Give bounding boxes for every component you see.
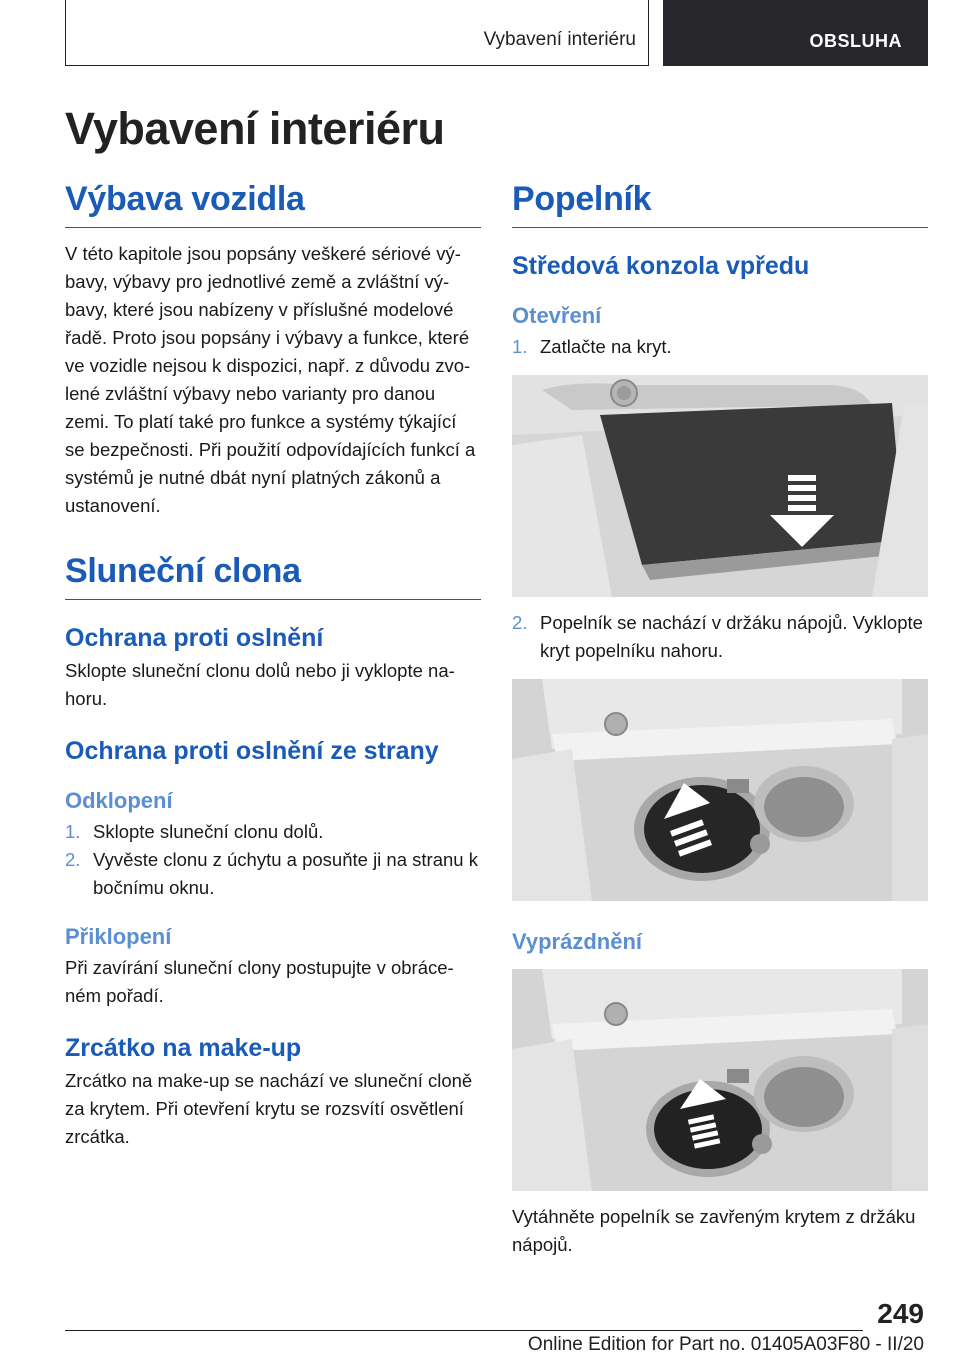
chapter-label: OBSLUHA	[809, 31, 902, 51]
glare-text: Sklopte sluneční clonu dolů nebo ji vyklopte na-horu.	[65, 660, 455, 709]
side-glare-heading: Ochrana proti oslnění ze strany	[65, 737, 439, 765]
list-item	[512, 609, 928, 665]
section-tab	[65, 0, 649, 66]
ashtray-removal-photo	[512, 969, 928, 1191]
step-text: Popelník se nachází v držáku nápojů. Vyklopte kryt popelníku nahoru.	[540, 612, 923, 661]
step-number: 1.	[65, 821, 81, 842]
ashtray-removal-illustration	[512, 969, 928, 1191]
step-text: Sklopte sluneční clonu dolů.	[93, 821, 324, 842]
list-item	[65, 846, 481, 902]
open-steps	[512, 333, 928, 361]
cupholder-open-illustration	[512, 679, 928, 901]
sun-visor-heading: Sluneční clona	[65, 552, 481, 600]
open-heading: Otevření	[512, 303, 602, 328]
step-text: Zatlačte na kryt.	[540, 336, 672, 357]
footer-divider	[65, 1330, 863, 1331]
step-number: 1.	[512, 336, 528, 357]
equipment-heading: Výbava vozidla	[65, 180, 481, 228]
console-cover-illustration	[512, 375, 928, 597]
console-cover-photo	[512, 375, 928, 597]
list-item	[65, 818, 481, 846]
fold-in-heading: Přiklopení	[65, 924, 172, 949]
empty-heading: Vyprázdnění	[512, 929, 642, 954]
glare-heading: Ochrana proti oslnění	[65, 624, 324, 652]
cupholder-ashtray-photo	[512, 679, 928, 901]
equipment-text: V této kapitole jsou popsány veškeré sériové vý-bavy, výbavy pro jednotlivé země a zvláštní vý-bavy, které jsou nabízeny v příslušné modelové řadě. Proto jsou popsány i výbavy a funkce, které ve vozidle nejsou k dispozici, např. z důvodu zvo-lené zvláštní výbavy nebo varianty pro danou zemi. To platí také pro funkce a systémy týkající se bezpečnosti. Při použití odpovídajících funkcí a systémů je nutné dbát nyní platných zákonů a ustanovení.	[65, 243, 476, 516]
section-label: Vybavení interiéru	[483, 29, 636, 50]
left-column	[65, 180, 481, 1151]
open-steps-2	[512, 609, 928, 665]
step-text: Vyvěste clonu z úchytu a posuňte ji na stranu k bočnímu oknu.	[93, 849, 478, 898]
page-header	[65, 0, 928, 66]
step-number: 2.	[65, 849, 81, 870]
page-title: Vybavení interiéru	[65, 103, 445, 154]
mirror-heading: Zrcátko na make-up	[65, 1034, 302, 1062]
page-number: 249	[877, 1298, 924, 1329]
empty-text: Vytáhněte popelník se zavřeným krytem z držáku nápojů.	[512, 1206, 916, 1255]
console-heading: Středová konzola vpředu	[512, 252, 810, 280]
right-column	[512, 180, 928, 1259]
mirror-text: Zrcátko na make-up se nachází ve sluneční cloně za krytem. Při otevření krytu se rozsvítí osvětlení zrcátka.	[65, 1070, 473, 1147]
edition-note: Online Edition for Part no. 01405A03F80 - II/20	[527, 1334, 924, 1355]
list-item	[512, 333, 928, 361]
chapter-tab	[663, 0, 928, 66]
ashtray-heading: Popelník	[512, 180, 928, 228]
step-number: 2.	[512, 612, 528, 633]
fold-out-steps	[65, 818, 481, 902]
fold-in-text: Při zavírání sluneční clony postupujte v obráce-ném pořadí.	[65, 957, 454, 1006]
fold-out-heading: Odklopení	[65, 788, 173, 813]
